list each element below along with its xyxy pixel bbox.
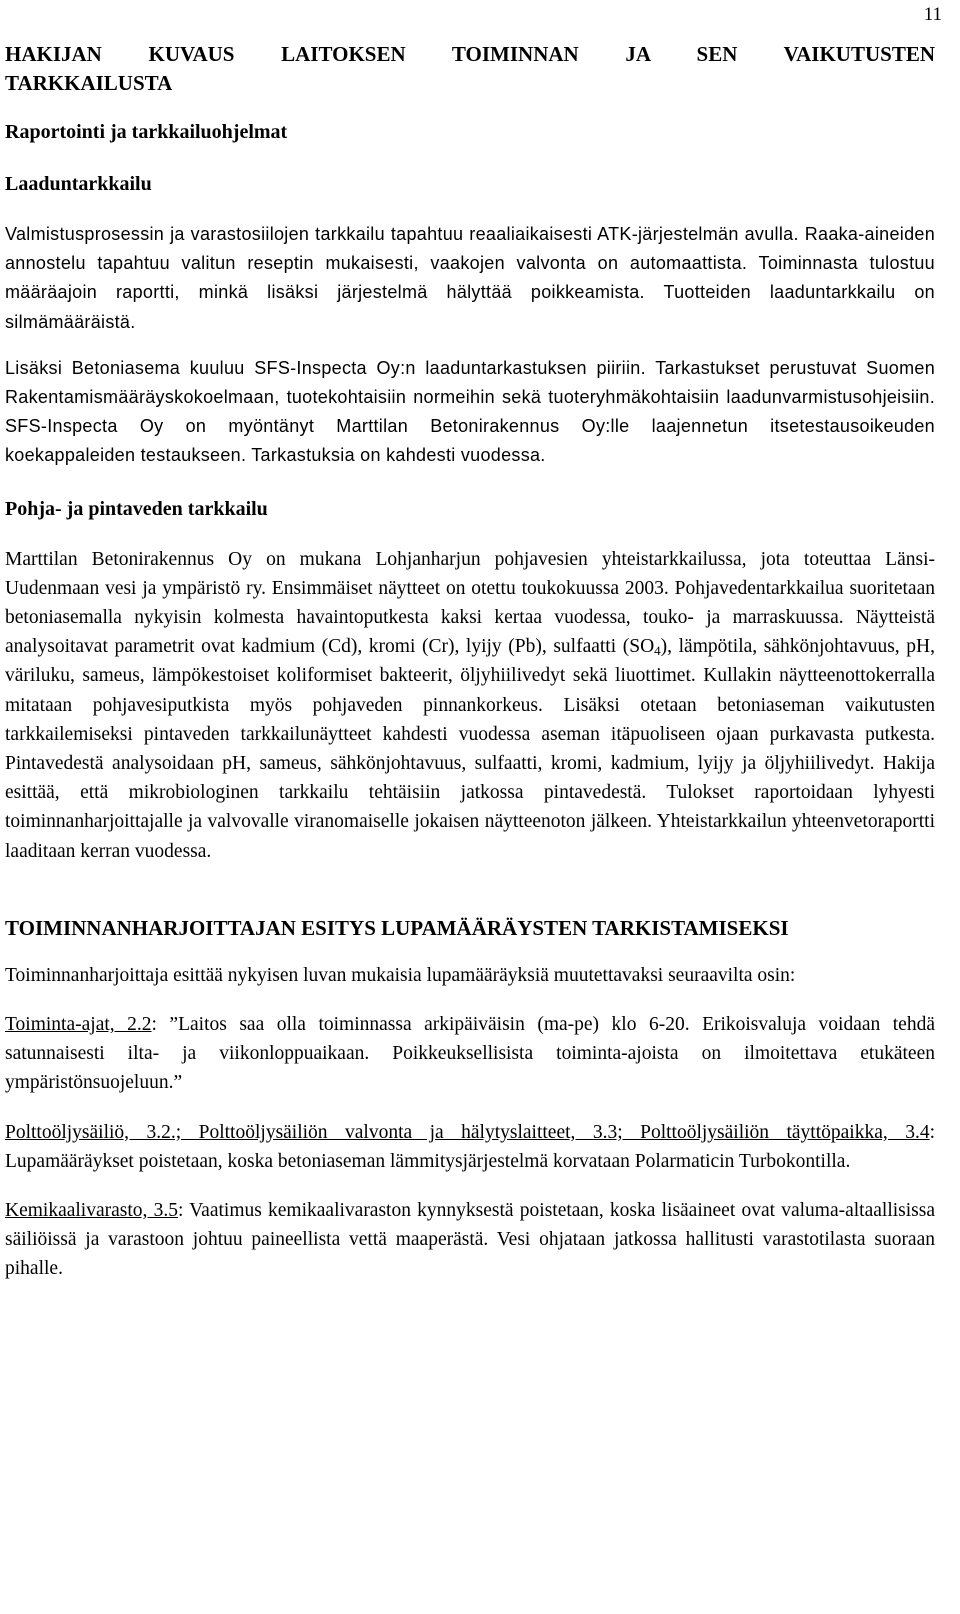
subtitle-reporting: Raportointi ja tarkkailuohjelmat bbox=[5, 121, 288, 143]
subsection-quality-control: Laaduntarkkailu bbox=[5, 173, 152, 195]
item-text: : Vaatimus kemikaalivaraston kynnyksestä poistetaan, koska lisäaineet ovat valuma-altaallisissa säiliöissä ja varastoon johtuu paineellista vettä maaperästä. Vesi ohjataan jatkossa hallitusti varastotilasta suoraan pihalle. bbox=[5, 1200, 935, 1280]
item-reference: Kemikaalivarasto, 3.5 bbox=[5, 1200, 178, 1222]
section-title-permit-review: TOIMINNANHARJOITTAJAN ESITYS LUPAMÄÄRÄYSTEN TARKISTAMISEKSI bbox=[5, 915, 789, 940]
paragraph-text: ), lämpötila, sähkönjohtavuus, pH, väriluku, sameus, lämpökestoiset koliformiset bakteerit, öljyhiilivedyt sekä liuottimet. Kullakin näytteenottokerralla mitataan pohjavesiputkista myös pohjaveden pinnankorkeus. Lisäksi otetaan betoniaseman vaikutusten tarkkailemiseksi pintaveden tarkkailunäytteet kahdesti vuodessa aseman itäpuoliseen ojaan purkavasta putkesta. Pintavedestä analysoidaan pH, sameus, sähkönjohtavuus, sulfaatti, kromi, kadmium, lyijy ja öljyhiilivedyt. Hakija esittää, että mikrobiologinen tarkkailu tehtäisiin jatkossa pintavedestä. Tulokset raportoidaan lyhyesti toiminnanharjoittajalle ja valvovalle viranomaiselle jokaisen näytteenoton jälkeen. Yhteistarkkailun yhteenvetoraportti laaditaan kerran vuodessa. bbox=[5, 636, 935, 862]
item-operating-hours bbox=[5, 1010, 935, 1098]
item-text: : Lupamääräykset poistetaan, koska betoniaseman lämmitysjärjestelmä korvataan Polarmaticin Turbokontilla. bbox=[5, 1121, 935, 1172]
item-chemical-storage bbox=[5, 1196, 935, 1284]
item-fuel-oil-tank bbox=[5, 1118, 935, 1176]
item-reference: Polttoöljysäiliö, 3.2.; Polttoöljysäiliön valvonta ja hälytyslaitteet, 3.3; Polttoöljysäiliön täyttöpaikka, 3.4 bbox=[5, 1121, 930, 1143]
document-body bbox=[5, 40, 935, 1284]
paragraph-inspection: Lisäksi Betoniasema kuuluu SFS-Inspecta Oy:n laaduntarkastuksen piiriin. Tarkastukset perustuvat Suomen Rakentamismääräyskokoelmaan, tuotekohtaisiin normeihin sekä tuoteryhmäkohtaisiin laadunvarmistusohjeisiin. SFS-Inspecta Oy on myöntänyt Marttilan Betonirakennus Oy:lle laajennetun itsetestausoikeuden koekappaleiden testaukseen. Tarkastuksia on kahdesti vuodessa. bbox=[5, 357, 935, 466]
paragraph-text: Marttilan Betonirakennus Oy on mukana Lohjanharjun pohjavesien yhteistarkkailussa, jota toteuttaa Länsi-Uudenmaan vesi ja ympäristö ry. Ensimmäiset näytteet on otettu toukokuussa 2003. Pohjavedentarkkailua suoritetaan betoniasemalla nykyisin kolmesta havaintoputkesta kaksi kertaa vuodessa, touko- ja marraskuussa. Näytteistä analysoitavat parametrit ovat kadmium (Cd), kromi (Cr), lyijy (Pb), sulfaatti (SO bbox=[5, 548, 935, 658]
section-title-monitoring: HAKIJAN KUVAUS LAITOKSEN TOIMINNAN JA SEN VAIKUTUSTEN TARKKAILUSTA bbox=[5, 42, 935, 95]
item-text: : ”Laitos saa olla toiminnassa arkipäiväisin (ma-pe) klo 6-20. Erikoisvaluja voidaan tehdä satunnaisesti ilta- ja viikonloppuaikaan. Poikkeuksellisista toiminta-ajoista on ilmoitettava etukäteen ympäristönsuojeluun.” bbox=[5, 1014, 935, 1094]
subsection-water-monitoring: Pohja- ja pintaveden tarkkailu bbox=[5, 497, 268, 520]
paragraph-quality-control: Valmistusprosessin ja varastosiilojen tarkkailu tapahtuu reaaliaikaisesti ATK-järjestelmän avulla. Raaka-aineiden annostelu tapahtuu valitun reseptin mukaisesti, vaakojen valvonta on automaattista. Toiminnasta tulostuu määräajoin raportti, minkä lisäksi järjestelmä hälyttää poikkeamista. Tuotteiden laaduntarkkailu on silmämääräistä. bbox=[5, 224, 935, 332]
paragraph-intro: Toiminnanharjoittaja esittää nykyisen luvan mukaisia lupamääräyksiä muutettavaksi seuraavilta osin: bbox=[5, 964, 796, 986]
paragraph-water-monitoring bbox=[5, 545, 935, 866]
page-number: 11 bbox=[923, 4, 942, 25]
item-reference: Toiminta-ajat, 2.2 bbox=[5, 1014, 152, 1036]
subscript: 4 bbox=[654, 643, 661, 659]
